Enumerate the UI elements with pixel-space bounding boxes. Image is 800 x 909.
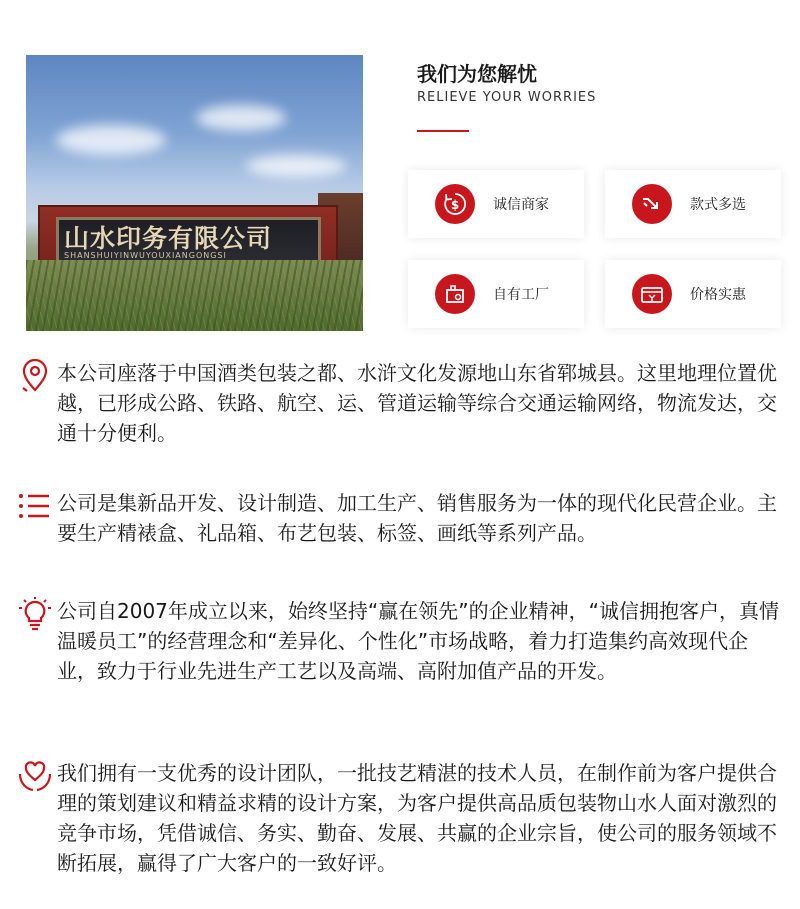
title-underline [417,130,469,132]
section-title: 我们为您解忧 [417,62,537,86]
paragraph-text: 我们拥有一支优秀的设计团队，一批技艺精湛的技术人员，在制作前为客户提供合理的策划建议和精益求精的设计方案，为客户提供高品质包装物山水人面对激烈的竞争市场，凭借诚信、务实、勤奋、发展、共赢的企业宗旨，使公司的服务领域不断拓展，赢得了广大客户的一致好评。 [57,761,777,875]
paragraph-text: 公司自2007年成立以来，始终坚持“赢在领先”的企业精神，“诚信拥抱客户，真情温暖员工”的经营理念和“差异化、个性化”市场战略，着力打造集约高效现代企业，致力于行业先进生产工艺以及高端、高附加值产品的开发。 [57,599,779,683]
feature-card-own-factory [408,260,584,328]
heart-hands-icon [17,758,53,794]
paragraph-location [17,358,787,448]
diagonal-arrow-icon [632,184,672,224]
sign-chinese-text: 山水印务有限公司 [64,224,273,253]
paragraph-text: 本公司座落于中国酒类包装之都、水浒文化发源地山东省郓城县。这里地理位置优越，已形成公路、铁路、航空、运、管道运输等综合交通运输网络，物流发达，交通十分便利。 [57,361,777,445]
list-icon [17,488,53,524]
paragraph-text: 公司是集新品开发、设计制造、加工生产、销售服务为一体的现代化民营企业。主要生产精裱盒、礼品箱、布艺包装、标签、画纸等系列产品。 [57,491,777,545]
location-pin-icon [17,358,53,394]
feature-label: 款式多选 [690,197,746,213]
paragraph-history [17,596,787,686]
feature-label: 诚信商家 [493,197,549,213]
paragraph-business [17,488,787,548]
dollar-refresh-icon [435,184,475,224]
feature-label: 自有工厂 [493,287,549,303]
svg-text:$: $ [450,198,460,212]
paragraph-team [17,758,787,878]
factory-icon [435,274,475,314]
feature-card-affordable-price [605,260,781,328]
feature-label: 价格实惠 [690,287,746,303]
company-sign-photo [26,55,363,331]
sign-english-text: SHANSHUIYINWUYOUXIANGONGSI [64,251,227,260]
feature-card-styles [605,170,781,238]
feature-card-honest-merchant [408,170,584,238]
section-subtitle: RELIEVE YOUR WORRIES [417,90,597,105]
lightbulb-icon [17,596,53,632]
price-box-icon [632,274,672,314]
